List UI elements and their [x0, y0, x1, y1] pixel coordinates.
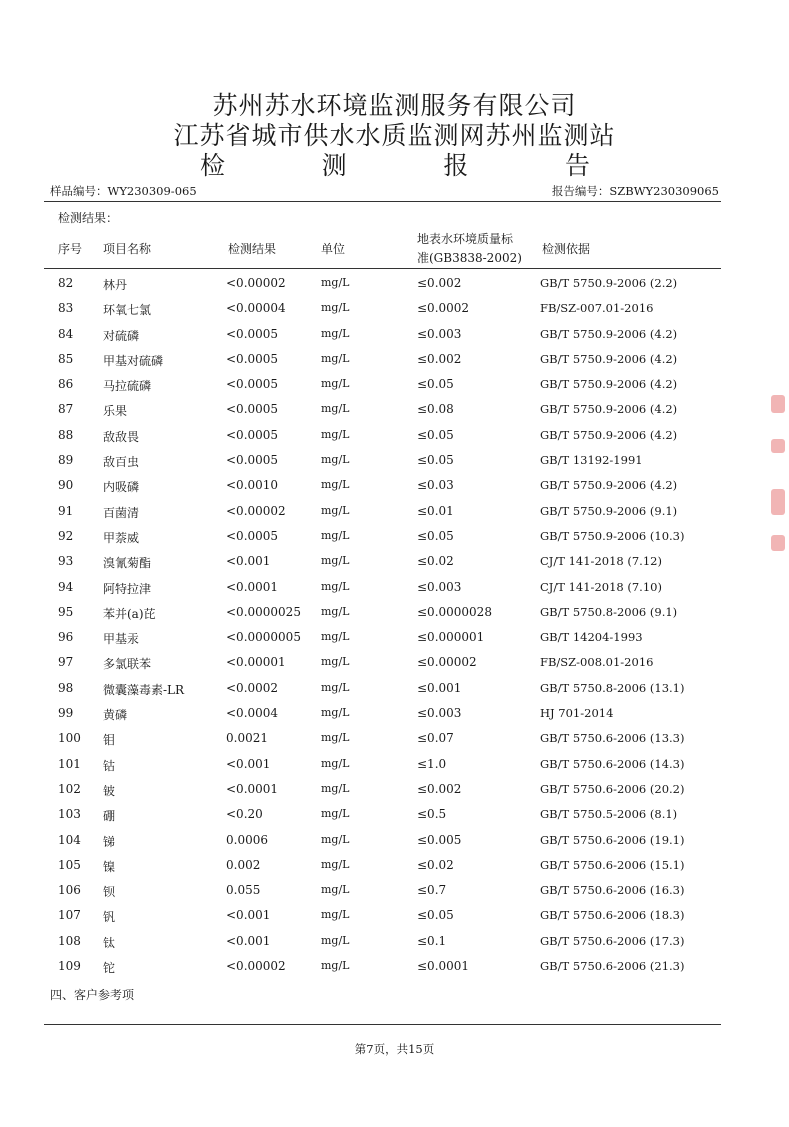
col-method-header: 检测依据 — [542, 242, 591, 256]
cell-result: <0.001 — [226, 908, 271, 923]
cell-method: GB/T 5750.9-2006 (10.3) — [540, 528, 685, 543]
cell-item: 百菌清 — [103, 505, 140, 520]
cell-method: CJ/T 141-2018 (7.10) — [540, 579, 662, 594]
table-row — [0, 423, 789, 448]
cell-no: 99 — [58, 706, 74, 721]
cell-method: GB/T 5750.9-2006 (4.2) — [540, 427, 678, 442]
cell-item: 钡 — [103, 885, 116, 900]
cell-standard: ≤0.0002 — [417, 301, 470, 316]
cell-no: 105 — [58, 857, 81, 872]
cell-result: <0.0005 — [226, 427, 279, 442]
col-standard-line1: 地表水环境质量标 — [417, 232, 514, 246]
cell-no: 96 — [58, 630, 74, 645]
cell-item: 对硫磷 — [103, 328, 140, 343]
cell-item: 微囊藻毒素-LR — [103, 682, 185, 697]
cell-result: <0.0005 — [226, 351, 279, 366]
cell-standard: ≤0.02 — [417, 554, 454, 569]
cell-no: 95 — [58, 604, 74, 619]
cell-result: 0.0006 — [226, 832, 268, 847]
cell-result: <0.20 — [226, 807, 263, 822]
cell-standard: ≤0.002 — [417, 276, 462, 290]
cell-method: GB/T 14204-1993 — [540, 630, 643, 645]
cell-unit: mg/L — [321, 579, 350, 593]
cell-result: <0.0005 — [226, 453, 279, 468]
section-label: 检测结果： — [58, 211, 119, 225]
cell-unit: mg/L — [321, 478, 350, 492]
sample-number: 样品编号：WY230309-065 — [50, 184, 197, 198]
cell-item: 硼 — [103, 809, 116, 824]
cell-no: 93 — [58, 554, 74, 569]
cell-item: 甲基对硫磷 — [103, 353, 164, 368]
cell-no: 102 — [58, 781, 81, 796]
company-title: 苏州苏水环境监测服务有限公司 — [212, 91, 577, 120]
cell-item: 铍 — [103, 783, 116, 798]
cell-method: GB/T 5750.9-2006 (4.2) — [540, 326, 678, 341]
cell-no: 107 — [58, 908, 81, 923]
seal-bleed-mark — [761, 395, 789, 565]
cell-result: 0.0021 — [226, 731, 268, 746]
table-header-rule — [44, 268, 721, 269]
cell-no: 84 — [58, 326, 74, 341]
table-row — [0, 726, 789, 751]
cell-no: 101 — [58, 756, 81, 771]
cell-unit: mg/L — [321, 528, 350, 542]
table-row — [0, 777, 789, 802]
cell-no: 98 — [58, 680, 74, 695]
cell-method: GB/T 5750.9-2006 (4.2) — [540, 377, 678, 392]
cell-unit: mg/L — [321, 781, 350, 795]
station-title: 江苏省城市供水水质监测网苏州监测站 — [173, 121, 616, 150]
col-standard-line2: 准(GB3838-2002) — [417, 251, 522, 265]
report-title-char: 告 — [564, 151, 590, 180]
cell-method: CJ/T 141-2018 (7.12) — [540, 554, 662, 569]
cell-unit: mg/L — [321, 706, 350, 720]
cell-unit: mg/L — [321, 604, 350, 618]
cell-item: 钒 — [103, 910, 116, 925]
cell-standard: ≤0.003 — [417, 579, 462, 594]
cell-standard: ≤0.003 — [417, 326, 462, 341]
cell-result: <0.0010 — [226, 478, 279, 493]
cell-result: 0.002 — [226, 857, 261, 872]
col-item-header: 项目名称 — [103, 242, 152, 256]
cell-standard: ≤0.003 — [417, 706, 462, 721]
cell-item: 钴 — [103, 758, 116, 773]
table-row — [0, 600, 789, 625]
cell-standard: ≤0.0001 — [417, 959, 470, 974]
cell-standard: ≤0.7 — [417, 883, 447, 898]
cell-item: 敌百虫 — [103, 455, 140, 470]
cell-result: <0.001 — [226, 554, 271, 569]
table-row — [0, 499, 789, 524]
cell-standard: ≤0.05 — [417, 427, 454, 442]
cell-item: 苯并(a)芘 — [103, 606, 156, 621]
cell-method: GB/T 5750.6-2006 (14.3) — [540, 756, 685, 771]
cell-no: 104 — [58, 832, 81, 847]
table-row — [0, 676, 789, 701]
cell-item: 林丹 — [103, 278, 128, 292]
cell-item: 锑 — [103, 834, 116, 849]
table-row — [0, 625, 789, 650]
cell-standard: ≤1.0 — [417, 756, 447, 771]
cell-result: <0.001 — [226, 933, 271, 948]
cell-result: <0.00002 — [226, 959, 286, 974]
col-standard-header — [417, 230, 537, 268]
report-title — [200, 146, 590, 182]
cell-item: 阿特拉津 — [103, 581, 152, 596]
cell-standard: ≤0.03 — [417, 478, 454, 493]
table-row — [0, 549, 789, 574]
cell-result: <0.00002 — [226, 276, 286, 290]
table-row — [0, 802, 789, 827]
table-row — [0, 347, 789, 372]
cell-unit: mg/L — [321, 857, 350, 871]
cell-method: GB/T 13192-1991 — [540, 453, 643, 468]
cell-unit: mg/L — [321, 630, 350, 644]
cell-item: 敌敌畏 — [103, 429, 140, 444]
table-row — [0, 575, 789, 600]
cell-no: 85 — [58, 351, 74, 366]
cell-standard: ≤0.05 — [417, 453, 454, 468]
cell-method: FB/SZ-008.01-2016 — [540, 655, 654, 670]
cell-no: 86 — [58, 377, 74, 392]
cell-method: GB/T 5750.9-2006 (4.2) — [540, 402, 678, 417]
cell-method: HJ 701-2014 — [540, 706, 614, 721]
cell-result: <0.0000005 — [226, 630, 301, 645]
cell-no: 89 — [58, 453, 74, 468]
cell-unit: mg/L — [321, 427, 350, 441]
cell-standard: ≤0.5 — [417, 807, 447, 822]
cell-method: GB/T 5750.9-2006 (2.2) — [540, 276, 678, 290]
header-rule — [44, 201, 721, 202]
report-title-char: 测 — [321, 151, 347, 180]
cell-item: 黄磷 — [103, 708, 128, 723]
report-title-char: 报 — [443, 151, 469, 180]
cell-no: 106 — [58, 883, 81, 898]
cell-standard: ≤0.001 — [417, 680, 462, 695]
cell-unit: mg/L — [321, 832, 350, 846]
table-row — [0, 524, 789, 549]
cell-unit: mg/L — [321, 301, 350, 315]
cell-result: <0.00004 — [226, 301, 286, 316]
table-row — [0, 701, 789, 726]
cell-unit: mg/L — [321, 377, 350, 391]
cell-result: 0.055 — [226, 883, 261, 898]
table-row — [0, 954, 789, 979]
cell-unit: mg/L — [321, 402, 350, 416]
cell-item: 甲萘威 — [103, 530, 140, 545]
cell-item: 多氯联苯 — [103, 657, 152, 672]
cell-unit: mg/L — [321, 756, 350, 770]
cell-standard: ≤0.000001 — [417, 630, 485, 645]
table-row — [0, 322, 789, 347]
cell-unit: mg/L — [321, 276, 350, 289]
table-row — [0, 828, 789, 853]
report-number: 报告编号：SZBWY230309065 — [551, 184, 719, 198]
cell-method: GB/T 5750.5-2006 (8.1) — [540, 807, 678, 822]
table-row — [0, 752, 789, 777]
footer-rule — [44, 1024, 721, 1025]
results-table — [0, 271, 789, 979]
cell-method: GB/T 5750.6-2006 (18.3) — [540, 908, 685, 923]
cell-unit: mg/L — [321, 351, 350, 365]
footer-note: 四、客户参考项 — [50, 988, 135, 1002]
cell-no: 88 — [58, 427, 74, 442]
cell-standard: ≤0.1 — [417, 933, 447, 948]
cell-standard: ≤0.00002 — [417, 655, 477, 670]
cell-standard: ≤0.05 — [417, 528, 454, 543]
table-row — [0, 650, 789, 675]
cell-result: <0.0005 — [226, 528, 279, 543]
cell-item: 内吸磷 — [103, 480, 140, 495]
cell-unit: mg/L — [321, 883, 350, 897]
col-no-header: 序号 — [58, 242, 83, 256]
table-row — [0, 448, 789, 473]
cell-method: GB/T 5750.6-2006 (13.3) — [540, 731, 685, 746]
cell-item: 钼 — [103, 733, 116, 748]
cell-no: 109 — [58, 959, 81, 974]
cell-method: GB/T 5750.6-2006 (17.3) — [540, 933, 685, 948]
cell-item: 铊 — [103, 961, 116, 976]
table-row — [0, 903, 789, 928]
cell-standard: ≤0.05 — [417, 377, 454, 392]
cell-method: GB/T 5750.6-2006 (15.1) — [540, 857, 685, 872]
cell-result: <0.001 — [226, 756, 271, 771]
cell-result: <0.0004 — [226, 706, 279, 721]
cell-no: 108 — [58, 933, 81, 948]
cell-result: <0.0002 — [226, 680, 279, 695]
cell-unit: mg/L — [321, 959, 350, 973]
cell-no: 82 — [58, 276, 74, 290]
cell-item: 溴氰菊酯 — [103, 556, 152, 571]
cell-unit: mg/L — [321, 453, 350, 467]
cell-unit: mg/L — [321, 554, 350, 568]
table-header — [0, 230, 789, 268]
cell-method: GB/T 5750.8-2006 (13.1) — [540, 680, 685, 695]
cell-no: 97 — [58, 655, 74, 670]
cell-result: <0.00002 — [226, 503, 286, 518]
cell-method: GB/T 5750.6-2006 (21.3) — [540, 959, 685, 974]
col-result-header: 检测结果 — [228, 242, 277, 256]
cell-method: GB/T 5750.6-2006 (16.3) — [540, 883, 685, 898]
cell-no: 83 — [58, 301, 74, 316]
cell-no: 87 — [58, 402, 74, 417]
cell-method: GB/T 5750.6-2006 (19.1) — [540, 832, 685, 847]
cell-method: GB/T 5750.9-2006 (9.1) — [540, 503, 678, 518]
cell-no: 94 — [58, 579, 74, 594]
cell-result: <0.0005 — [226, 377, 279, 392]
cell-method: FB/SZ-007.01-2016 — [540, 301, 654, 316]
cell-unit: mg/L — [321, 680, 350, 694]
cell-unit: mg/L — [321, 731, 350, 745]
cell-item: 甲基汞 — [103, 632, 140, 647]
cell-result: <0.00001 — [226, 655, 286, 670]
cell-item: 镍 — [103, 859, 116, 874]
table-row — [0, 296, 789, 321]
cell-unit: mg/L — [321, 933, 350, 947]
cell-standard: ≤0.05 — [417, 908, 454, 923]
cell-unit: mg/L — [321, 655, 350, 669]
table-row — [0, 271, 789, 296]
cell-method: GB/T 5750.6-2006 (20.2) — [540, 781, 685, 796]
cell-standard: ≤0.02 — [417, 857, 454, 872]
cell-unit: mg/L — [321, 326, 350, 340]
cell-result: <0.0005 — [226, 326, 279, 341]
table-row — [0, 473, 789, 498]
cell-unit: mg/L — [321, 503, 350, 517]
table-row — [0, 397, 789, 422]
cell-result: <0.0005 — [226, 402, 279, 417]
cell-no: 103 — [58, 807, 81, 822]
cell-standard: ≤0.005 — [417, 832, 462, 847]
cell-result: <0.0000025 — [226, 604, 301, 619]
cell-no: 92 — [58, 528, 74, 543]
cell-unit: mg/L — [321, 807, 350, 821]
cell-method: GB/T 5750.8-2006 (9.1) — [540, 604, 678, 619]
cell-standard: ≤0.0000028 — [417, 604, 492, 619]
col-unit-header: 单位 — [321, 242, 346, 256]
cell-method: GB/T 5750.9-2006 (4.2) — [540, 478, 678, 493]
cell-no: 100 — [58, 731, 81, 746]
cell-standard: ≤0.002 — [417, 781, 462, 796]
cell-standard: ≤0.002 — [417, 351, 462, 366]
report-title-char: 检 — [200, 151, 226, 180]
cell-standard: ≤0.01 — [417, 503, 454, 518]
cell-method: GB/T 5750.9-2006 (4.2) — [540, 351, 678, 366]
cell-item: 乐果 — [103, 404, 128, 419]
cell-standard: ≤0.08 — [417, 402, 454, 417]
table-row — [0, 878, 789, 903]
cell-no: 90 — [58, 478, 74, 493]
cell-item: 钛 — [103, 935, 116, 950]
cell-result: <0.0001 — [226, 781, 279, 796]
cell-item: 马拉硫磷 — [103, 379, 152, 394]
table-row — [0, 372, 789, 397]
cell-result: <0.0001 — [226, 579, 279, 594]
cell-unit: mg/L — [321, 908, 350, 922]
cell-item: 环氧七氯 — [103, 303, 152, 318]
cell-no: 91 — [58, 503, 74, 518]
cell-standard: ≤0.07 — [417, 731, 454, 746]
page-number: 第7页，共15页 — [354, 1042, 435, 1056]
table-row — [0, 853, 789, 878]
table-row — [0, 929, 789, 954]
